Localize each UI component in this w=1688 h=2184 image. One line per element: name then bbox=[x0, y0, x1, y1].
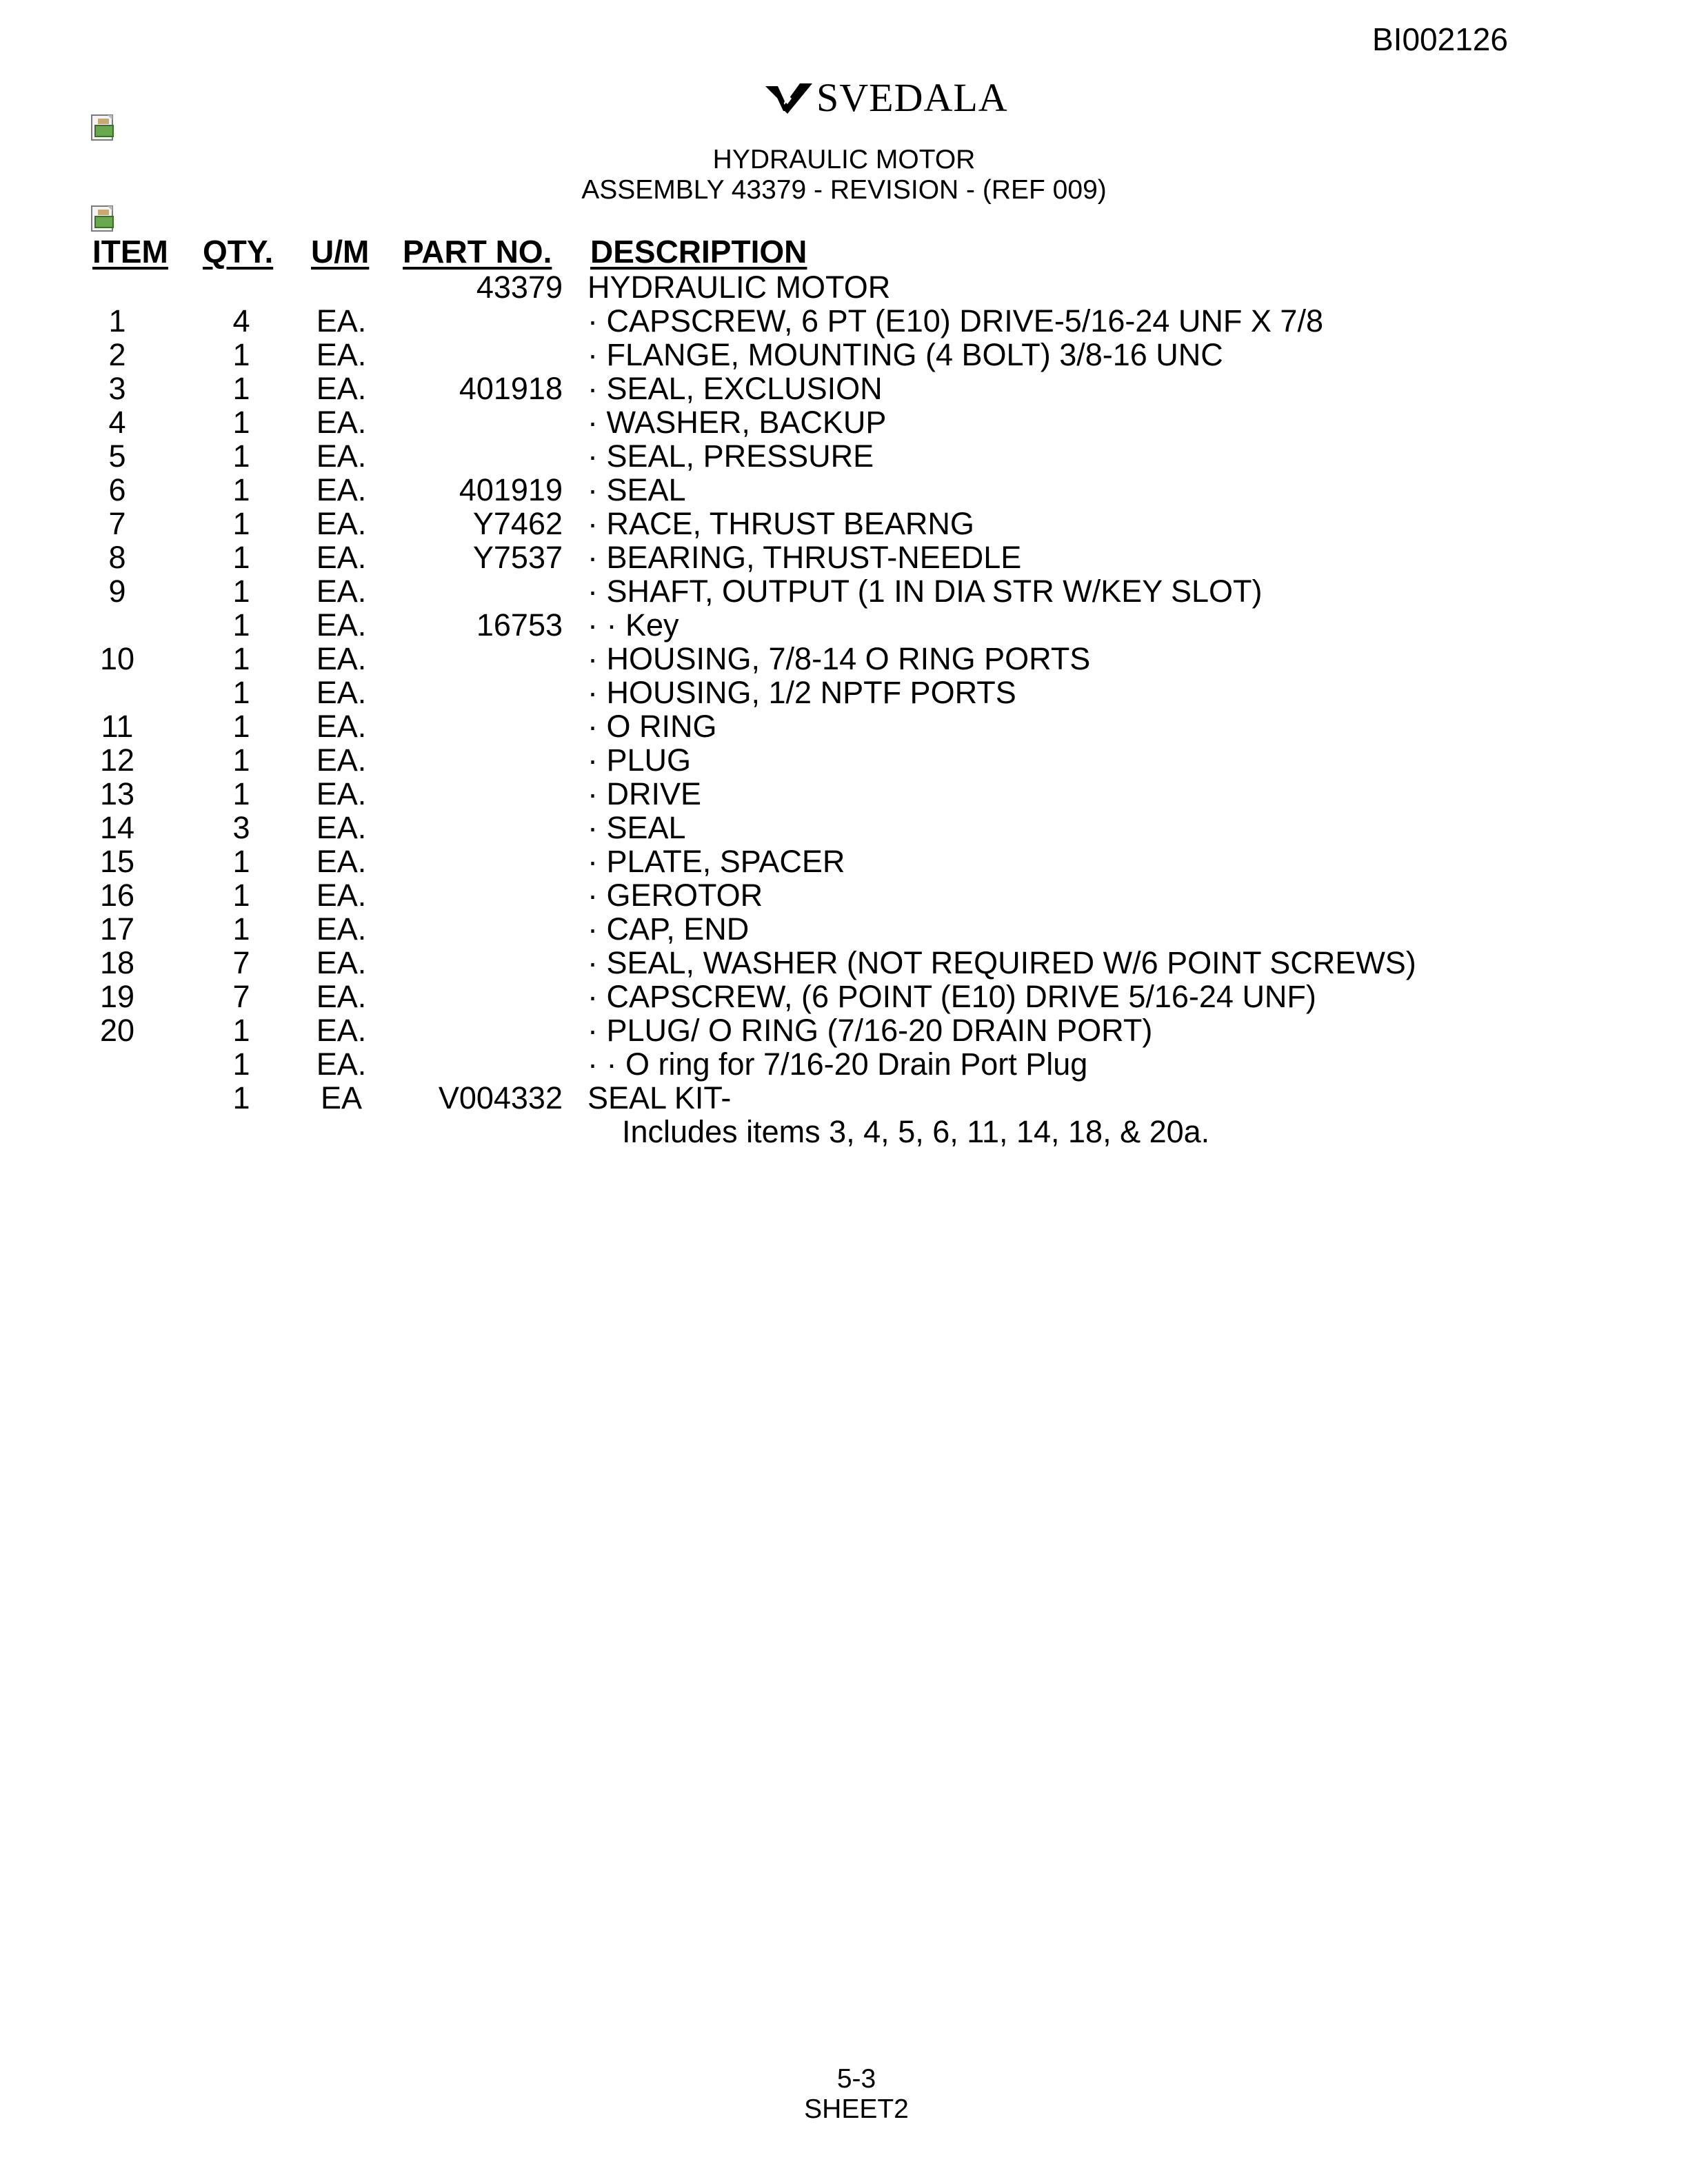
qty-cell: 1 bbox=[232, 337, 250, 372]
um-cell: EA. bbox=[316, 607, 367, 643]
qty-cell: 1 bbox=[232, 574, 250, 609]
table-row bbox=[0, 676, 1688, 709]
qty-cell: 1 bbox=[232, 1013, 250, 1048]
item-cell: 7 bbox=[108, 506, 126, 541]
document-id: BI002126 bbox=[1372, 21, 1508, 57]
um-cell: EA. bbox=[316, 472, 367, 507]
description-cell: · CAPSCREW, (6 POINT (E10) DRIVE 5/16-24 UNF) bbox=[587, 979, 1316, 1014]
description-cell: HYDRAULIC MOTOR bbox=[587, 270, 891, 305]
um-cell: EA bbox=[320, 1080, 363, 1115]
table-row bbox=[0, 777, 1688, 811]
um-cell: EA. bbox=[316, 438, 367, 474]
table-row bbox=[0, 912, 1688, 946]
qty-cell: 1 bbox=[232, 607, 250, 643]
description-cell: · WASHER, BACKUP bbox=[587, 405, 887, 440]
table-row bbox=[0, 372, 1688, 405]
item-cell: 19 bbox=[99, 979, 135, 1014]
qty-cell: 4 bbox=[232, 303, 250, 338]
qty-cell: 1 bbox=[232, 878, 250, 913]
description-cell: · RACE, THRUST BEARNG bbox=[587, 506, 974, 541]
qty-cell: 7 bbox=[232, 945, 250, 980]
item-cell: 16 bbox=[99, 878, 135, 913]
item-cell: 2 bbox=[108, 337, 126, 372]
item-cell: 13 bbox=[99, 776, 135, 811]
um-cell: EA. bbox=[316, 506, 367, 541]
sheet-label: SHEET2 bbox=[804, 2094, 909, 2124]
table-row bbox=[0, 540, 1688, 574]
item-cell: 11 bbox=[101, 709, 134, 744]
um-cell: EA. bbox=[316, 1013, 367, 1048]
um-cell: EA. bbox=[316, 641, 367, 676]
um-cell: EA. bbox=[316, 540, 367, 575]
item-cell: 8 bbox=[108, 540, 126, 575]
part-no-cell: Y7462 bbox=[472, 506, 563, 541]
part-no-cell: 401918 bbox=[459, 371, 563, 406]
column-header-description: DESCRIPTION bbox=[590, 234, 807, 270]
part-no-cell: V004332 bbox=[438, 1080, 563, 1115]
item-cell: 15 bbox=[99, 844, 135, 879]
broken-image-icon bbox=[91, 205, 117, 233]
um-cell: EA. bbox=[316, 675, 367, 710]
qty-cell: 1 bbox=[232, 371, 250, 406]
table-row bbox=[0, 878, 1688, 912]
table-row bbox=[0, 811, 1688, 845]
document-title: HYDRAULIC MOTOR bbox=[712, 145, 976, 174]
table-row bbox=[0, 845, 1688, 878]
description-cell: · HOUSING, 1/2 NPTF PORTS bbox=[587, 675, 1016, 710]
description-cell: · SEAL, WASHER (NOT REQUIRED W/6 POINT SCREWS) bbox=[587, 945, 1416, 980]
um-cell: EA. bbox=[316, 911, 367, 947]
description-cell: · BEARING, THRUST-NEEDLE bbox=[587, 540, 1022, 575]
qty-cell: 1 bbox=[232, 472, 250, 507]
part-no-cell: Y7537 bbox=[472, 540, 563, 575]
item-cell: 4 bbox=[108, 405, 126, 440]
item-cell: 6 bbox=[108, 472, 126, 507]
part-no-cell: 401919 bbox=[459, 472, 563, 507]
um-cell: EA. bbox=[316, 776, 367, 811]
table-row bbox=[0, 270, 1688, 304]
um-cell: EA. bbox=[316, 878, 367, 913]
column-header-qty: QTY. bbox=[203, 234, 274, 270]
qty-cell: 1 bbox=[232, 405, 250, 440]
description-cell: · HOUSING, 7/8-14 O RING PORTS bbox=[587, 641, 1091, 676]
qty-cell: 1 bbox=[232, 776, 250, 811]
um-cell: EA. bbox=[316, 337, 367, 372]
item-cell: 3 bbox=[108, 371, 126, 406]
table-row bbox=[0, 473, 1688, 507]
page-number: 5-3 bbox=[836, 2064, 876, 2094]
description-cell: · SEAL, PRESSURE bbox=[587, 438, 874, 474]
um-cell: EA. bbox=[316, 303, 367, 338]
table-row bbox=[0, 304, 1688, 338]
description-cell: · SEAL bbox=[587, 810, 686, 845]
column-header-part-no: PART NO. bbox=[403, 234, 552, 270]
um-cell: EA. bbox=[316, 574, 367, 609]
description-cell: · SHAFT, OUTPUT (1 IN DIA STR W/KEY SLOT) bbox=[587, 574, 1263, 609]
table-row bbox=[0, 338, 1688, 372]
item-cell: 9 bbox=[108, 574, 126, 609]
description-cell: · DRIVE bbox=[587, 776, 702, 811]
um-cell: EA. bbox=[316, 709, 367, 744]
table-row bbox=[0, 1081, 1688, 1115]
description-cell: · SEAL, EXCLUSION bbox=[587, 371, 883, 406]
table-row bbox=[0, 709, 1688, 743]
table-row bbox=[0, 439, 1688, 473]
table-row bbox=[0, 642, 1688, 676]
table-row bbox=[0, 608, 1688, 642]
um-cell: EA. bbox=[316, 405, 367, 440]
qty-cell: 1 bbox=[232, 506, 250, 541]
um-cell: EA. bbox=[316, 371, 367, 406]
item-cell: 1 bbox=[108, 303, 126, 338]
brand-logo bbox=[764, 76, 1008, 120]
item-cell: 17 bbox=[99, 911, 135, 947]
qty-cell: 1 bbox=[232, 709, 250, 744]
um-cell: EA. bbox=[316, 810, 367, 845]
parts-list bbox=[0, 270, 1688, 1149]
qty-cell: 1 bbox=[232, 844, 250, 879]
description-cell: · CAP, END bbox=[587, 911, 750, 947]
qty-cell: 7 bbox=[232, 979, 250, 1014]
column-header-um: U/M bbox=[311, 234, 370, 270]
item-cell: 18 bbox=[99, 945, 135, 980]
qty-cell: 1 bbox=[232, 1080, 250, 1115]
qty-cell: 1 bbox=[232, 1046, 250, 1082]
qty-cell: 1 bbox=[232, 438, 250, 474]
description-cell: · · Key bbox=[587, 607, 679, 643]
qty-cell: 1 bbox=[232, 641, 250, 676]
um-cell: EA. bbox=[316, 945, 367, 980]
description-cell: · SEAL bbox=[587, 472, 686, 507]
table-row bbox=[0, 574, 1688, 608]
description-cell: · GEROTOR bbox=[587, 878, 763, 913]
column-header-item: ITEM bbox=[92, 234, 168, 270]
item-cell: 20 bbox=[99, 1013, 135, 1048]
um-cell: EA. bbox=[316, 742, 367, 778]
description-cell: · PLUG bbox=[587, 742, 692, 778]
broken-image-icon bbox=[91, 114, 117, 142]
description-cell: · PLATE, SPACER bbox=[587, 844, 845, 879]
description-cell: · · O ring for 7/16-20 Drain Port Plug bbox=[587, 1046, 1088, 1082]
table-row bbox=[0, 405, 1688, 439]
item-cell: 5 bbox=[108, 438, 126, 474]
item-cell: 12 bbox=[99, 742, 135, 778]
um-cell: EA. bbox=[316, 979, 367, 1014]
table-row bbox=[0, 1013, 1688, 1047]
seal-kit-note: Includes items 3, 4, 5, 6, 11, 14, 18, & 20a. bbox=[622, 1114, 1210, 1149]
document-subtitle: ASSEMBLY 43379 - REVISION - (REF 009) bbox=[581, 175, 1107, 205]
um-cell: EA. bbox=[316, 1046, 367, 1082]
description-cell: · PLUG/ O RING (7/16-20 DRAIN PORT) bbox=[587, 1013, 1153, 1048]
qty-cell: 1 bbox=[232, 540, 250, 575]
table-row bbox=[0, 1047, 1688, 1081]
svedala-check-logo bbox=[764, 81, 814, 115]
table-row bbox=[0, 743, 1688, 777]
table-row bbox=[0, 507, 1688, 540]
description-cell: · O RING bbox=[587, 709, 717, 744]
brand-name: SVEDALA bbox=[816, 75, 1008, 120]
qty-cell: 3 bbox=[232, 810, 250, 845]
description-cell: · CAPSCREW, 6 PT (E10) DRIVE-5/16-24 UNF X 7/8 bbox=[587, 303, 1323, 338]
table-row bbox=[0, 946, 1688, 980]
part-no-cell: 16753 bbox=[476, 607, 563, 643]
table-row bbox=[0, 980, 1688, 1013]
description-cell: · FLANGE, MOUNTING (4 BOLT) 3/8-16 UNC bbox=[587, 337, 1223, 372]
qty-cell: 1 bbox=[232, 742, 250, 778]
part-no-cell: 43379 bbox=[476, 270, 563, 305]
qty-cell: 1 bbox=[232, 911, 250, 947]
qty-cell: 1 bbox=[232, 675, 250, 710]
item-cell: 14 bbox=[99, 810, 135, 845]
item-cell: 10 bbox=[99, 641, 135, 676]
um-cell: EA. bbox=[316, 844, 367, 879]
description-cell: SEAL KIT- bbox=[587, 1080, 732, 1115]
